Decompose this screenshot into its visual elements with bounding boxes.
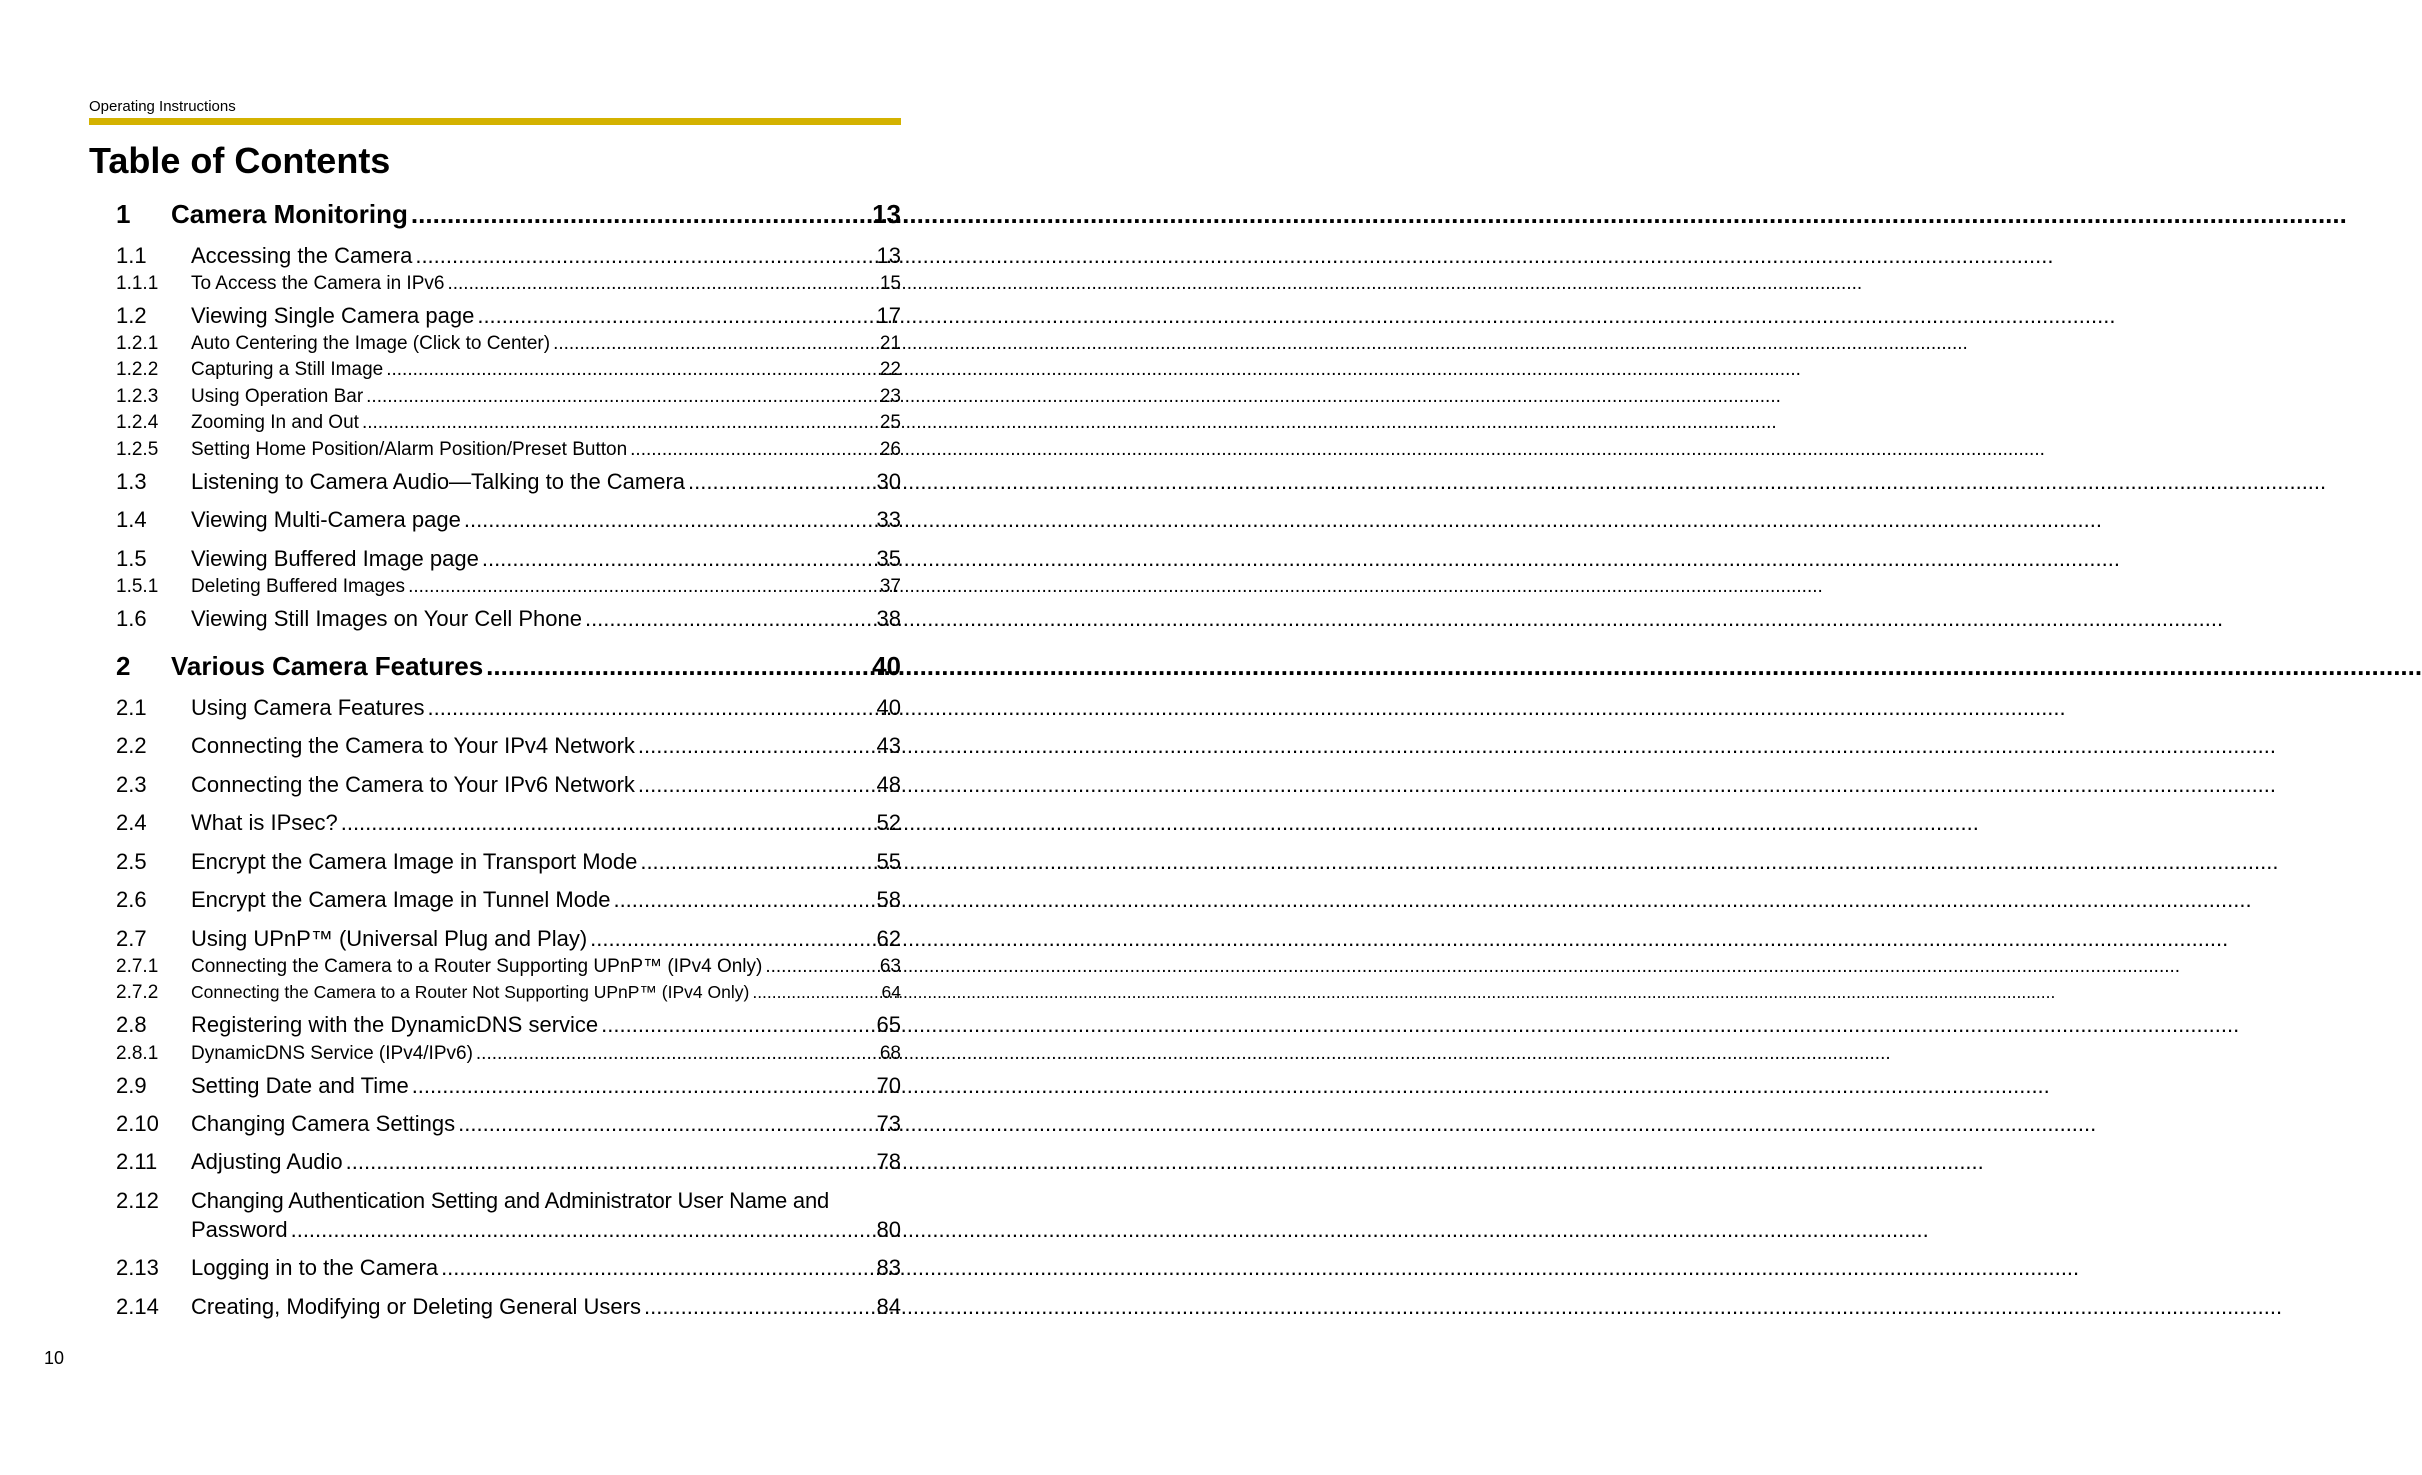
toc-entry-2-9[interactable] (116, 1073, 901, 1099)
toc-page: 37 (879, 576, 901, 597)
toc-page: 17 (876, 303, 901, 328)
toc-page: 84 (876, 1294, 901, 1319)
toc-number: 1.6 (116, 606, 147, 631)
toc-number: 2.7.2 (116, 982, 159, 1003)
toc-leader (752, 982, 878, 1003)
header-rule (89, 118, 901, 125)
toc-page: 52 (876, 810, 901, 835)
toc-number: 2 (116, 651, 131, 681)
toc-label: Logging in to the Camera (191, 1255, 439, 1280)
toc-chapter-1[interactable] (116, 199, 901, 230)
toc-page: 43 (876, 733, 901, 758)
toc-number: 2.13 (116, 1255, 159, 1280)
toc-entry-1-3[interactable] (116, 469, 901, 495)
toc-number: 1.5.1 (116, 576, 159, 597)
toc-leader (366, 386, 877, 409)
toc-entry-2-6[interactable] (116, 887, 901, 913)
toc-label: Encrypt the Camera Image in Transport Mode (191, 849, 638, 874)
toc-number: 2.5 (116, 849, 147, 874)
toc-page: 13 (876, 243, 901, 268)
toc-leader (291, 1217, 874, 1243)
toc-number: 2.7 (116, 926, 147, 951)
toc-number: 2.8 (116, 1012, 147, 1037)
toc-label: Connecting the Camera to a Router Not Supporting UPnP™ (IPv4 Only) (191, 982, 750, 1002)
toc-page: 78 (876, 1149, 901, 1174)
toc-leader (486, 651, 869, 682)
toc-entry-2-2[interactable] (116, 733, 901, 759)
toc-label: To Access the Camera in IPv6 (191, 273, 445, 294)
toc-label: What is IPsec? (191, 810, 338, 835)
toc-page: 68 (879, 1043, 901, 1064)
toc-label: Connecting the Camera to a Router Supporting UPnP™ (IPv4 Only) (191, 956, 763, 977)
toc-number: 2.6 (116, 887, 147, 912)
toc-page: 30 (876, 469, 901, 494)
toc-number: 1.5 (116, 546, 147, 571)
toc-label: Changing Authentication Setting and Administrator User Name and (191, 1188, 830, 1213)
toc-label: Creating, Modifying or Deleting General Users (191, 1294, 641, 1319)
toc-page: 35 (876, 546, 901, 571)
toc-number: 2.11 (116, 1149, 158, 1174)
toc-page: 33 (876, 507, 901, 532)
toc-label: Camera Monitoring (171, 199, 408, 229)
toc-page: 40 (876, 695, 901, 720)
toc-leader (447, 273, 876, 296)
toc-entry-1-1-1[interactable] (116, 273, 901, 296)
toc-leader (408, 576, 877, 599)
toc-number: 1.2 (116, 303, 147, 328)
toc-page: 23 (879, 386, 901, 407)
toc-entry-2-11[interactable] (116, 1149, 901, 1175)
toc-leader (640, 849, 873, 875)
toc-page: 80 (876, 1217, 901, 1242)
toc-leader (464, 507, 874, 533)
toc-entry-2-8-1[interactable] (116, 1043, 901, 1066)
toc-entry-2-12[interactable] (116, 1188, 901, 1214)
toc-number: 1.2.2 (116, 359, 159, 380)
toc-page: 83 (876, 1255, 901, 1280)
toc-entry-2-4[interactable] (116, 810, 901, 836)
toc-number: 2.8.1 (116, 1043, 159, 1064)
toc-number: 1 (116, 199, 131, 229)
toc-number: 2.7.1 (116, 956, 159, 977)
toc-leader (458, 1111, 873, 1137)
toc-page: 73 (876, 1111, 901, 1136)
toc-number: 2.10 (116, 1111, 159, 1136)
toc-label: Deleting Buffered Images (191, 576, 406, 597)
toc-leader (412, 1073, 874, 1099)
toc-leader (638, 733, 874, 759)
toc-label: Zooming In and Out (191, 412, 359, 433)
toc-page: 64 (881, 982, 901, 1002)
toc-number: 2.4 (116, 810, 147, 835)
toc-number: 2.3 (116, 772, 147, 797)
toc-number: 1.1.1 (116, 273, 159, 294)
toc-leader (613, 887, 873, 913)
toc-entry-1-2-4[interactable] (116, 412, 901, 435)
running-header: Operating Instructions (89, 98, 236, 115)
toc-entry-1-2-1[interactable] (116, 333, 901, 356)
toc-leader (441, 1255, 873, 1281)
toc-number: 2.2 (116, 733, 147, 758)
toc-page: 58 (876, 887, 901, 912)
toc-page: 70 (876, 1073, 901, 1098)
toc-label: Using Operation Bar (191, 386, 364, 407)
toc-leader (476, 1043, 877, 1066)
toc-page: 15 (879, 273, 901, 294)
toc-leader (341, 810, 874, 836)
toc-label: Connecting the Camera to Your IPv4 Network (191, 733, 635, 758)
toc-label: Using Camera Features (191, 695, 425, 720)
toc-leader (553, 333, 877, 356)
toc-number: 1.3 (116, 469, 147, 494)
toc-number: 1.4 (116, 507, 147, 532)
toc-label: Accessing the Camera (191, 243, 413, 268)
toc-page: 22 (879, 359, 901, 380)
toc-page: 48 (876, 772, 901, 797)
toc-leader (644, 1294, 874, 1320)
toc-label: Auto Centering the Image (Click to Center) (191, 333, 551, 354)
toc-entry-1-4[interactable] (116, 507, 901, 533)
toc-leader (630, 439, 877, 462)
toc-number: 2.9 (116, 1073, 147, 1098)
page-number: 10 (44, 1348, 65, 1368)
toc-page: 38 (876, 606, 901, 631)
toc-entry-2-14[interactable] (116, 1294, 901, 1320)
toc-page: 13 (872, 199, 901, 229)
toc-entry-1-5[interactable] (116, 546, 901, 572)
toc-leader (346, 1149, 874, 1175)
toc-number: 1.2.1 (116, 333, 159, 354)
toc-label: Changing Camera Settings (191, 1111, 456, 1136)
toc-page: 62 (876, 926, 901, 951)
page-title: Table of Contents (89, 140, 391, 181)
toc-leader (765, 956, 877, 979)
toc-entry-1-2-3[interactable] (116, 386, 901, 409)
toc-leader (362, 412, 877, 435)
toc-number: 1.2.3 (116, 386, 159, 407)
toc-entry-2-5[interactable] (116, 849, 901, 875)
toc-entry-2-8[interactable] (116, 1012, 901, 1038)
toc-leader (638, 772, 874, 798)
toc-label-continuation: Password (191, 1217, 288, 1242)
toc-leader (477, 303, 873, 329)
toc-leader (601, 1012, 873, 1038)
toc-page: 25 (879, 412, 901, 433)
toc-entry-1-2-5[interactable] (116, 439, 901, 462)
toc-entry-2-7-1[interactable] (116, 956, 901, 979)
toc-label: Viewing Single Camera page (191, 303, 475, 328)
toc-number: 2.1 (116, 695, 147, 720)
toc-number: 2.12 (116, 1188, 159, 1213)
toc-label: Adjusting Audio (191, 1149, 343, 1174)
toc-label: Setting Home Position/Alarm Position/Preset Button (191, 439, 628, 460)
toc-number: 2.14 (116, 1294, 159, 1319)
toc-entry-2-12-continuation[interactable] (191, 1217, 901, 1243)
toc-label: Using UPnP™ (Universal Plug and Play) (191, 926, 588, 951)
toc-page: 21 (879, 333, 901, 354)
toc-page: 55 (876, 849, 901, 874)
toc-entry-1-2[interactable] (116, 303, 901, 329)
toc-entry-2-3[interactable] (116, 772, 901, 798)
toc-leader (585, 606, 874, 632)
toc-label: Encrypt the Camera Image in Tunnel Mode (191, 887, 611, 912)
toc-entry-2-1[interactable] (116, 695, 901, 721)
toc-entry-2-7-2[interactable] (116, 982, 901, 1005)
toc-leader (386, 359, 877, 382)
toc-page: 65 (876, 1012, 901, 1037)
toc-chapter-2[interactable] (116, 651, 901, 682)
toc-entry-2-7[interactable] (116, 926, 901, 952)
toc-entry-1-1[interactable] (116, 243, 901, 269)
toc-page: 40 (872, 651, 901, 681)
toc-label: DynamicDNS Service (IPv4/IPv6) (191, 1043, 473, 1064)
toc-label: Registering with the DynamicDNS service (191, 1012, 599, 1037)
toc-label: Setting Date and Time (191, 1073, 409, 1098)
toc-label: Viewing Multi-Camera page (191, 507, 461, 532)
toc-label: Viewing Buffered Image page (191, 546, 479, 571)
toc-leader (482, 546, 874, 572)
toc-entry-1-5-1[interactable] (116, 576, 901, 599)
toc-number: 1.2.4 (116, 412, 159, 433)
toc-label: Connecting the Camera to Your IPv6 Network (191, 772, 635, 797)
toc-leader (688, 469, 873, 495)
toc-page: 26 (879, 439, 901, 460)
toc-entry-2-10[interactable] (116, 1111, 901, 1137)
toc-leader (415, 243, 873, 269)
toc-entry-2-13[interactable] (116, 1255, 901, 1281)
toc-number: 1.2.5 (116, 439, 159, 460)
toc-label: Various Camera Features (171, 651, 484, 681)
toc-label: Viewing Still Images on Your Cell Phone (191, 606, 582, 631)
toc-leader (411, 199, 869, 230)
toc-entry-1-6[interactable] (116, 606, 901, 632)
toc-page: 63 (879, 956, 901, 977)
toc-entry-1-2-2[interactable] (116, 359, 901, 382)
toc-leader (428, 695, 874, 721)
toc-leader (590, 926, 873, 952)
toc-label: Capturing a Still Image (191, 359, 384, 380)
toc-label: Listening to Camera Audio—Talking to the Camera (191, 469, 686, 494)
toc-number: 1.1 (116, 243, 147, 268)
